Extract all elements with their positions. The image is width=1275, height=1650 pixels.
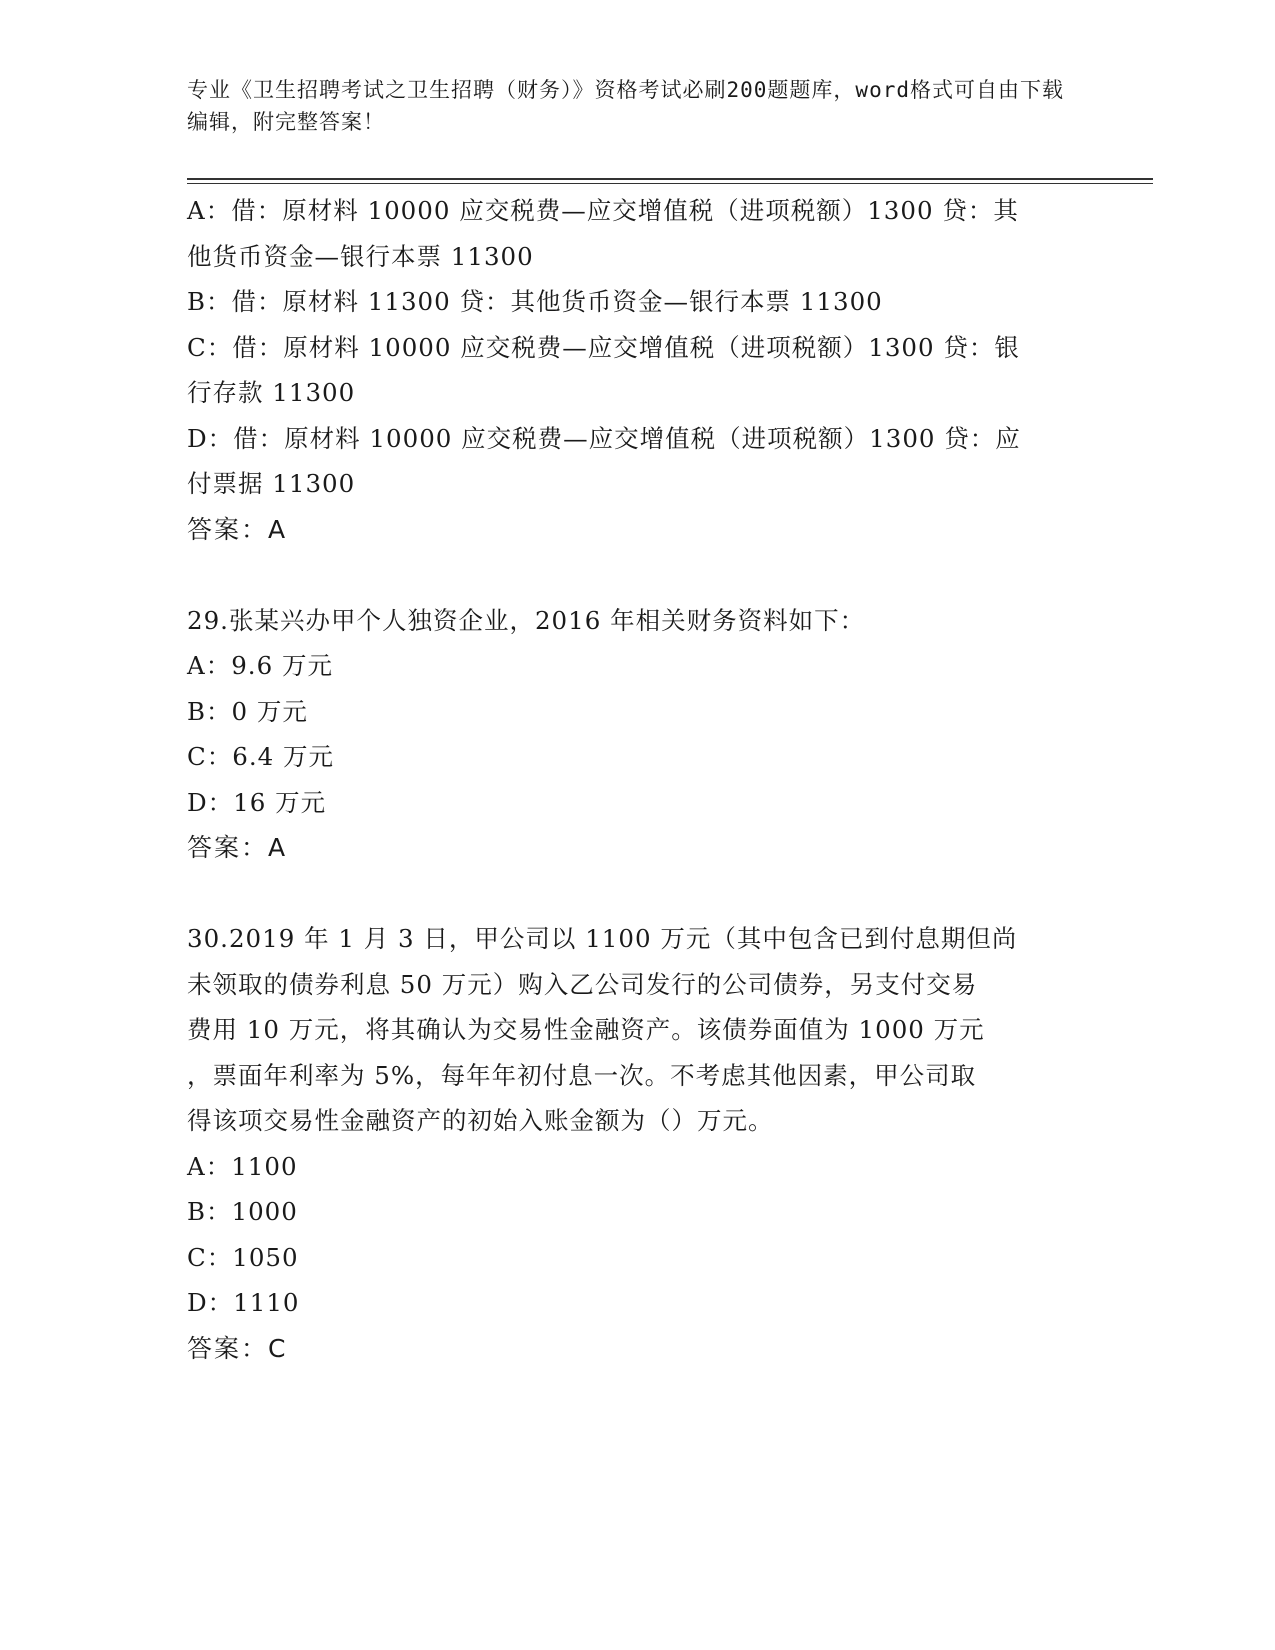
answer-value: A <box>268 833 287 862</box>
option-b: B：借：原材料 11300 贷：其他货币资金—银行本票 11300 <box>187 287 883 316</box>
header-divider-thin <box>187 183 1153 184</box>
option-a: A：9.6 万元 <box>187 651 333 680</box>
question-stem: 29.张某兴办甲个人独资企业，2016 年相关财务资料如下： <box>187 605 866 635</box>
answer-value: A <box>268 514 287 544</box>
option-a-line-2: 他货币资金—银行本票 11300 <box>187 241 534 271</box>
option-b: B：0 万元 <box>187 696 308 726</box>
question-spacer <box>187 871 1087 917</box>
question-28 <box>187 188 1087 552</box>
answer-line <box>187 507 1087 553</box>
header-divider-thick <box>187 178 1153 180</box>
answer-label: 答案： <box>187 514 269 544</box>
question-stem-line-3: 费用 10 万元，将其确认为交易性金融资产。该债券面值为 1000 万元 <box>187 1015 985 1044</box>
option-d: D：1110 <box>187 1288 300 1317</box>
answer-label: 答案： <box>187 1333 269 1363</box>
answer-line <box>187 1326 1087 1372</box>
option-c: C：1050 <box>187 1242 299 1272</box>
option-c-line-2: 行存款 11300 <box>187 378 356 407</box>
question-stem-line-2: 未领取的债券利息 50 万元）购入乙公司发行的公司债券，另支付交易 <box>187 969 978 999</box>
option-a-line-1: A：借：原材料 10000 应交税费—应交增值税（进项税额）1300 贷：其 <box>187 196 1019 225</box>
question-29 <box>187 598 1087 871</box>
question-stem-line-1: 30.2019 年 1 月 3 日，甲公司以 1100 万元（其中包含已到付息期但尚 <box>187 924 1018 953</box>
question-stem-line-5: 得该项交易性金融资产的初始入账金额为（）万元。 <box>187 1106 774 1135</box>
document-title: 专业《卫生招聘考试之卫生招聘（财务）》资格考试必刷200题题库，word格式可自由下载编辑，附完整答案！ <box>187 78 1064 134</box>
answer-label: 答案： <box>187 833 269 862</box>
question-30 <box>187 916 1087 1371</box>
option-c-line-1: C：借：原材料 10000 应交税费—应交增值税（进项税额）1300 贷：银 <box>187 332 1020 362</box>
option-c: C：6.4 万元 <box>187 742 334 771</box>
answer-value: C <box>268 1333 287 1363</box>
question-spacer <box>187 552 1087 598</box>
option-a: A：1100 <box>187 1151 298 1181</box>
document-header <box>187 74 1067 138</box>
option-d: D：16 万元 <box>187 787 327 817</box>
option-d-line-2: 付票据 11300 <box>187 469 356 498</box>
document-body <box>187 188 1087 1371</box>
option-b: B：1000 <box>187 1197 298 1226</box>
answer-line <box>187 825 1087 871</box>
option-d-line-1: D：借：原材料 10000 应交税费—应交增值税（进项税额）1300 贷：应 <box>187 423 1021 453</box>
question-stem-line-4: ，票面年利率为 5%，每年年初付息一次。不考虑其他因素，甲公司取 <box>187 1060 977 1090</box>
